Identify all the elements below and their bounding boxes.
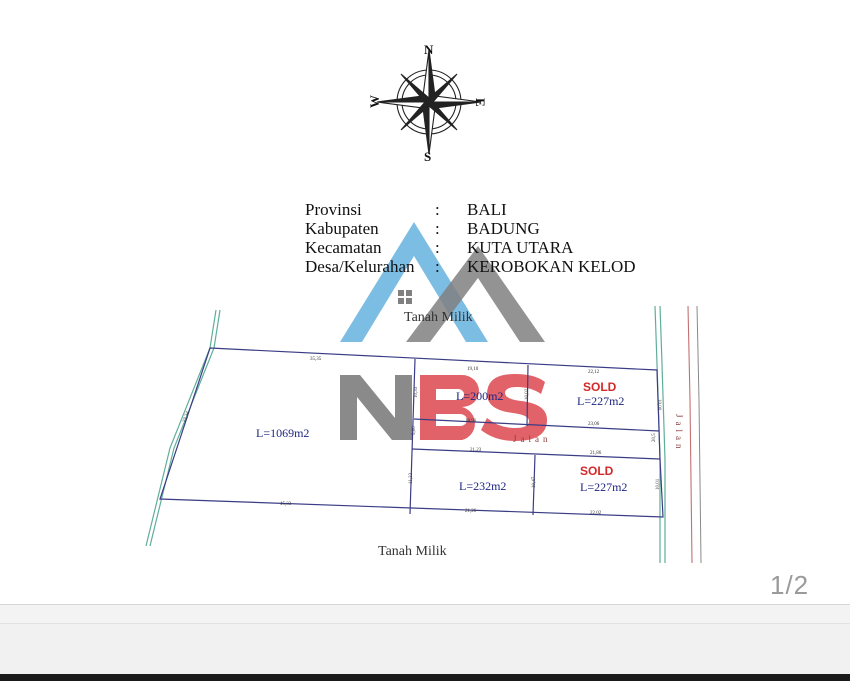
location-label: Desa/Kelurahan xyxy=(305,257,415,276)
road-line xyxy=(688,306,692,563)
dimension-label: 18,96 xyxy=(465,419,477,424)
location-label: Kabupaten xyxy=(305,219,379,238)
plot-area-label: L=1069m2 xyxy=(256,426,310,440)
sold-badge: SOLD xyxy=(583,380,617,394)
dimension-label: 22,12 xyxy=(588,370,600,375)
left-boundary-line xyxy=(146,310,216,546)
plot-area-label: L=232m2 xyxy=(459,479,507,493)
location-label: Provinsi xyxy=(305,200,362,219)
compass-east-label: E xyxy=(473,98,488,107)
dimension-label: 10,47 xyxy=(532,476,537,488)
location-separator: : xyxy=(435,200,440,219)
dimension-label: 21,86 xyxy=(590,451,602,456)
location-value: BALI xyxy=(467,200,507,219)
location-label: Kecamatan xyxy=(305,238,382,257)
tanah-milik-label: Tanah Milik xyxy=(378,544,447,559)
location-row xyxy=(305,238,636,257)
page-counter: 1/2 xyxy=(770,570,810,600)
dimension-label: 11,22 xyxy=(409,472,414,484)
road-line xyxy=(697,306,701,563)
plot-area-label: L=227m2 xyxy=(577,394,625,408)
location-row xyxy=(305,219,636,238)
left-boundary-line xyxy=(150,310,220,546)
dimension-label: 23,06 xyxy=(588,422,600,427)
location-row xyxy=(305,200,636,219)
dimension-label: 10,33 xyxy=(414,386,419,398)
dimension-label: 5,00 xyxy=(412,426,417,435)
dimension-label: 10,00 xyxy=(656,399,661,411)
dimension-label: 21,26 xyxy=(465,509,477,514)
dimension-label: 35,35 xyxy=(310,357,322,362)
road-label: Jalan xyxy=(674,414,684,453)
location-value: KUTA UTARA xyxy=(467,238,574,257)
dimension-label: 45,33 xyxy=(280,502,292,507)
plot-area-label: L=227m2 xyxy=(580,480,628,494)
right-boundary-line xyxy=(660,306,665,563)
dimension-label: 21,23 xyxy=(470,448,482,453)
location-info-table xyxy=(305,200,636,276)
dimension-label: 23,34 xyxy=(182,410,191,424)
dimension-label: 10,01 xyxy=(656,478,661,490)
tanah-milik-label: Tanah Milik xyxy=(404,310,473,325)
dimension-label: 10,02 xyxy=(525,388,530,400)
road-label: Jalan xyxy=(513,434,552,444)
compass-south-label: S xyxy=(424,149,432,164)
dimension-label: 20,5 xyxy=(652,433,657,442)
dimension-label: 19,10 xyxy=(467,367,479,372)
location-value: BADUNG xyxy=(467,219,540,238)
dimension-label: 22,02 xyxy=(590,511,602,516)
location-value: KEROBOKAN KELOD xyxy=(467,257,636,276)
plot-area-label: L=200m2 xyxy=(456,389,504,403)
location-row xyxy=(305,257,636,276)
compass-west-label: W xyxy=(367,95,382,108)
location-separator: : xyxy=(435,257,440,276)
location-separator: : xyxy=(435,219,440,238)
location-separator: : xyxy=(435,238,440,257)
compass-north-label: N xyxy=(424,42,434,57)
sold-badge: SOLD xyxy=(580,464,614,478)
